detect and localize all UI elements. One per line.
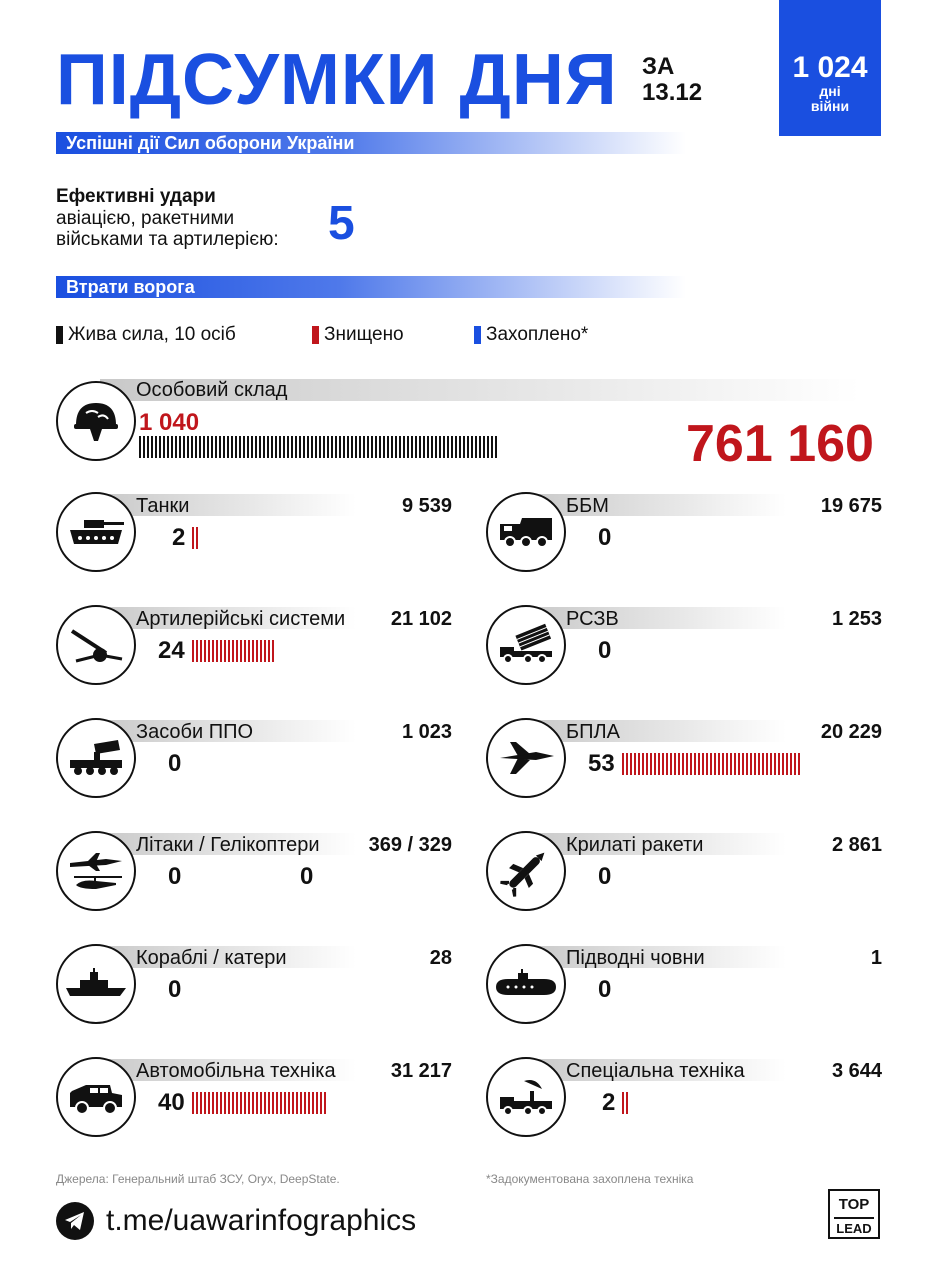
effective-strikes-value: 5 <box>328 197 355 250</box>
ship-total: 28 <box>429 947 452 969</box>
effective-strikes-text <box>56 208 279 250</box>
captured-note: *Задокументована захоплена техніка <box>486 1172 694 1186</box>
drone-bar <box>526 720 786 742</box>
legend-captured-label: Захоплено* <box>486 324 589 345</box>
air-defense-label: Засоби ППО <box>136 721 254 743</box>
artillery-icon <box>56 605 136 685</box>
artillery-daily: 24 <box>158 637 185 664</box>
vehicle-daily: 40 <box>158 1089 185 1116</box>
days-count: 1 024 <box>792 51 868 84</box>
aircraft-helicopter-icon <box>56 831 136 911</box>
effective-line-2: військами та артилерією: <box>56 229 279 250</box>
logo-bottom-text: LEAD <box>834 1217 874 1237</box>
special-equipment-label: Спеціальна техніка <box>566 1060 745 1082</box>
ship-label: Кораблі / катери <box>136 947 287 969</box>
mlrs-label: РСЗВ <box>566 608 619 630</box>
tank-total: 9 539 <box>401 495 452 517</box>
legend-destroyed <box>312 324 404 346</box>
legend-swatch-black <box>56 326 63 344</box>
drone-icon <box>486 718 566 798</box>
vehicle-total: 31 217 <box>390 1060 452 1082</box>
aircraft-helicopter-label: Літаки / Гелікоптери <box>136 834 320 856</box>
effective-line-1: авіацією, ракетними <box>56 208 235 229</box>
cruise-missile-total: 2 861 <box>831 834 882 856</box>
date-block <box>642 54 702 106</box>
drone-daily: 53 <box>588 750 615 777</box>
mlrs-daily: 0 <box>598 637 612 664</box>
cruise-missile-label: Крилаті ракети <box>566 834 704 856</box>
mlrs-total: 1 253 <box>831 608 882 630</box>
telegram-icon[interactable] <box>56 1202 94 1240</box>
mlrs-icon <box>486 605 566 685</box>
section-success-header: Успішні дії Сил оборони України <box>56 132 686 154</box>
armored-vehicle-total: 19 675 <box>820 495 882 517</box>
aircraft-helicopter-total: 369 / 329 <box>368 834 452 856</box>
tank-daily-ticks <box>192 527 199 549</box>
special-equipment-daily: 2 <box>602 1089 616 1116</box>
drone-daily-ticks <box>622 753 802 775</box>
armored-vehicle-icon <box>486 492 566 572</box>
vehicle-label: Автомобільна техніка <box>136 1060 336 1082</box>
drone-total: 20 229 <box>820 721 882 743</box>
aircraft-helicopter-daily-secondary: 0 <box>300 863 314 890</box>
legend-captured <box>474 324 588 346</box>
armored-vehicle-daily: 0 <box>598 524 612 551</box>
section-losses-header: Втрати ворога <box>56 276 686 298</box>
days-of-war-badge <box>779 0 881 136</box>
tank-bar <box>96 494 356 516</box>
tank-daily: 2 <box>172 524 186 551</box>
armored-vehicle-bar <box>526 494 786 516</box>
artillery-daily-ticks <box>192 640 274 662</box>
ship-daily: 0 <box>168 976 182 1003</box>
mlrs-bar <box>526 607 786 629</box>
cruise-missile-daily: 0 <box>598 863 612 890</box>
page-title: ПІДСУМКИ ДНЯ <box>56 40 618 120</box>
toplead-logo <box>828 1189 880 1239</box>
air-defense-total: 1 023 <box>401 721 452 743</box>
submarine-icon <box>486 944 566 1024</box>
drone-label: БПЛА <box>566 721 620 743</box>
ship-icon <box>56 944 136 1024</box>
air-defense-daily: 0 <box>168 750 182 777</box>
helmet-icon <box>56 381 136 461</box>
za-label: ЗА <box>642 53 675 80</box>
logo-top-text: TOP <box>838 1196 870 1213</box>
special-equipment-daily-ticks <box>622 1092 629 1114</box>
artillery-total: 21 102 <box>390 608 452 630</box>
submarine-total: 1 <box>870 947 882 969</box>
vehicle-daily-ticks <box>192 1092 328 1114</box>
legend-swatch-red <box>312 326 319 344</box>
cruise-missile-icon <box>486 831 566 911</box>
submarine-label: Підводні човни <box>566 947 705 969</box>
tank-label: Танки <box>136 495 190 517</box>
personnel-total: 761 160 <box>686 415 874 473</box>
vehicle-icon <box>56 1057 136 1137</box>
personnel-label: Особовий склад <box>136 379 288 401</box>
air-defense-icon <box>56 718 136 798</box>
personnel-daily-ticks <box>139 436 499 458</box>
effective-strikes-heading: Ефективні удари <box>56 186 216 207</box>
legend-personnel-label: Жива сила, 10 осіб <box>68 324 236 345</box>
aircraft-helicopter-daily: 0 <box>168 863 182 890</box>
date-value: 13.12 <box>642 79 703 106</box>
armored-vehicle-label: ББМ <box>566 495 609 517</box>
legend-destroyed-label: Знищено <box>324 324 404 345</box>
submarine-daily: 0 <box>598 976 612 1003</box>
special-equipment-total: 3 644 <box>831 1060 882 1082</box>
days-label-2: війни <box>810 98 850 114</box>
telegram-link[interactable]: t.me/uawarinfographics <box>106 1204 417 1237</box>
special-equipment-icon <box>486 1057 566 1137</box>
days-label-1: дні <box>819 83 841 99</box>
legend-personnel <box>56 324 236 346</box>
tank-icon <box>56 492 136 572</box>
personnel-daily: 1 040 <box>139 409 200 436</box>
artillery-label: Артилерійські системи <box>136 608 346 630</box>
legend-swatch-blue <box>474 326 481 344</box>
sources-text: Джерела: Генеральний штаб ЗСУ, Oryx, DeepState. <box>56 1172 340 1186</box>
